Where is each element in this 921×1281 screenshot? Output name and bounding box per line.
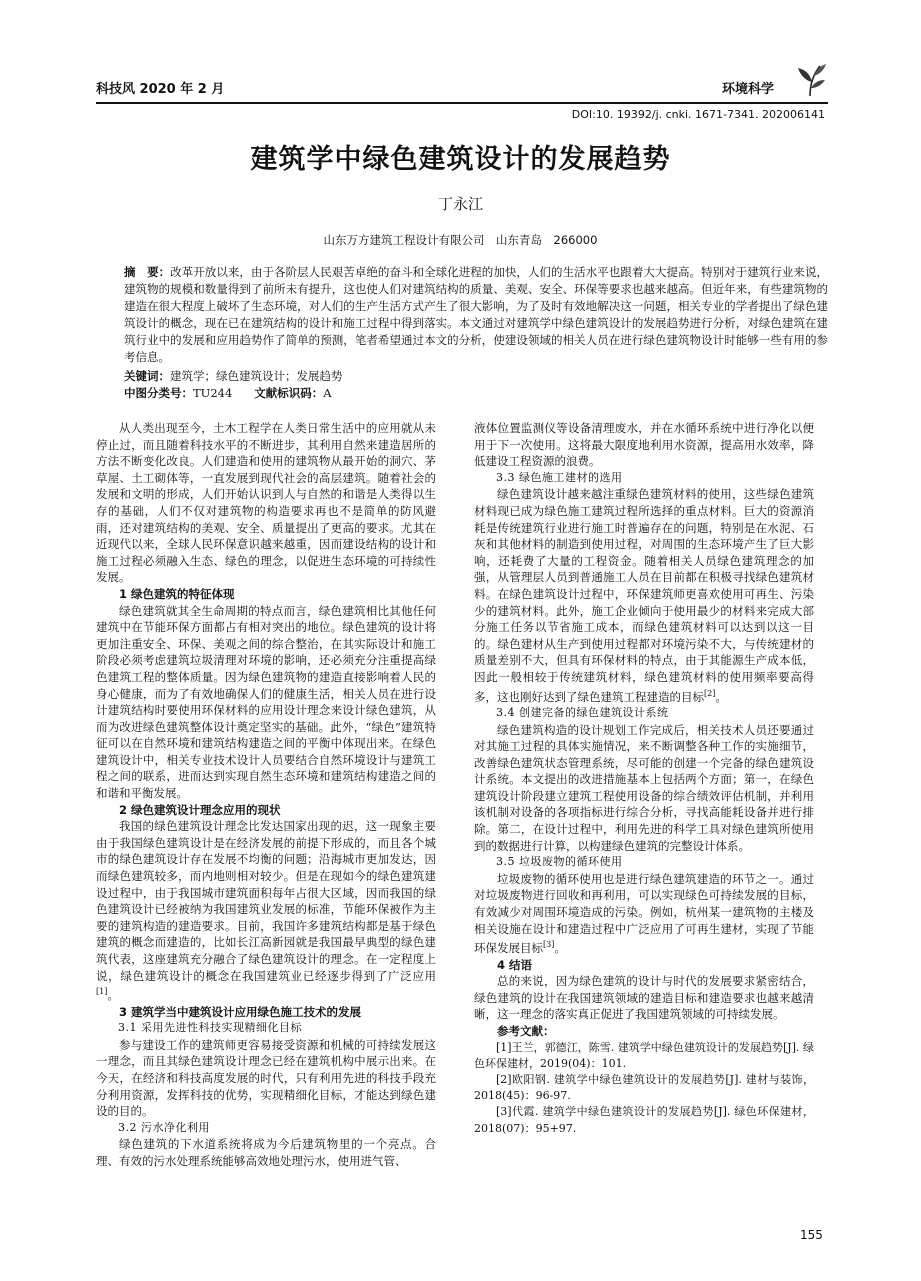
- section-3-4-text: 绿色建筑构造的设计规划工作完成后，相关技术人员还要通过对其施工过程的具体实施情况，来不断调整各种工作的实施细节，改善绿色建筑状态管理系统，尽可能的创建一个完备的绿色建筑设计系统。本文提出的改进措施基本上包括两个方面；第一，在绿色建筑设计阶段建立建筑工程使用设备的综合绩效评估机制，并利用该机制对设备的各项指标进行综合分析，寻找高能耗设备并进行排除。第二，在设计过程中，利用先进的科学工具对绿色建筑所使用到的数据进行计算，以构建绿色建筑的完整设计体系。: [474, 722, 814, 853]
- references-title: 参考文献：: [497, 1024, 555, 1039]
- intro-paragraph: 从人类出现至今，土木工程学在人类日常生活中的应用就从未停止过，而且随着科技水平的不断进步，其利用自然来建造居所的方法不断变化改良。人们建造和使用的建筑物从最开始的洞穴、茅草屋、土工砌体等，一直发展到现代社会的高层建筑。随着社会的发展和文明的形成，人们开始认识到人与自然的和谐是人类得以生存的基础，人们不仅对建筑物的构造要求再也不是简单的防风避雨，还对建筑结构的美观、安全、质量提出了更高的要求。尤其在近现代以来，全球人民环保意识越来越重，因而建设结构的设计和施工过程必须融入生态、绿色的理念，以促进生态环境的可持续性发展。: [96, 421, 436, 585]
- right-column: [474, 420, 814, 1137]
- page-number: 155: [800, 1228, 823, 1242]
- section-1-text: 绿色建筑就其全生命周期的特点而言，绿色建筑相比其他任何建筑中在节能环保方面都占有相对突出的地位。绿色建筑的设计将更加注重安全、环保、美观之间的综合整治，在其实际设计和施工阶段必须考虑建筑垃圾清理对环境的影响，还必须充分注重提高绿色建筑工程的整体质量。因为绿色建筑物的建造直接影响着人民的身心健康，而为了有效地确保人们的健康生活，相关人员在进行设计建筑结构时要使用环保材料的应用设计理念来设计绿色建筑，从而为改进绿色建筑整体设计奠定坚实的基础。此外，“绿色”建筑特征可以在自然环境和建筑结构建造之间的平衡中体现出来。在绿色建筑设计中，相关专业技术设计人员要结合自然环境设计与建筑工程之间的联系，进而达到实现自然生态环境和建筑结构建造之间的和谐和平衡发展。: [96, 603, 436, 801]
- abstract-label: 摘 要：: [124, 265, 171, 279]
- article-title: 建筑学中绿色建筑设计的发展趋势: [250, 144, 671, 175]
- clc-value: TU244: [193, 386, 233, 400]
- section-3-2-continued: 液体位置监测仪等设备清理废水，并在水循环系统中进行净化以便用于下一次使用。这将最大限度地利用水资源，提高用水效率，降低建设工程资源的浪费。: [474, 421, 814, 469]
- section-2-title: 2 绿色建筑设计理念应用的现状: [119, 802, 281, 817]
- section-3-3-title: 3.3 绿色施工建材的选用: [496, 470, 623, 484]
- section-3-1-text: 参与建设工作的建筑师更容易接受资源和机械的可持续发展这一理念，而且其绿色建筑设计理念已经在建筑机构中展示出来。在今天，在经济和科技高度发展的时代，只有利用先进的科技手段充分利用资源，发挥科技的优势，实现精细化目标，才能达到绿色建设的目的。: [96, 1037, 436, 1119]
- section-4-title: 4 结语: [497, 957, 533, 972]
- affiliation: 山东万方建筑工程设计有限公司 山东青岛 266000: [323, 233, 598, 247]
- citation-3: [3]: [543, 940, 555, 950]
- keywords-label: 关键词：: [124, 369, 170, 383]
- header-rule: [96, 102, 828, 104]
- section-3-title: 3 建筑学当中建筑设计应用绿色施工技术的发展: [119, 1004, 362, 1019]
- section-3-5-text: 垃圾废物的循环使用也是进行绿色建筑建造的环节之一。通过对垃圾废物进行回收和再利用，可以实现绿色可持续发展的目标，有效减少对周围环境造成的污染。例如，杭州某一建筑物的主楼及相关设施在设计和建造过程中广泛应用了可再生建材，实现了节能环保发展目标[3]。: [474, 871, 814, 956]
- leaf-logo-icon: [790, 60, 830, 100]
- keywords-text: 建筑学；绿色建筑设计；发展趋势: [170, 369, 343, 383]
- section-2-text: 我国的绿色建筑设计理念比发达国家出现的迟，这一现象主要由于我国绿色建筑设计是在经济发展的前提下形成的，而且各个城市的绿色建筑设计存在发展不均衡的问题；沿海城市更加发达，因而绿色建筑较多，而内地则相对较少。但是在现如今的绿色建筑建设过程中，由于我国城市建筑面积每年占很大区域，因而我国的绿色建筑设计已经被纳为我国建筑业发展的标准，节能环保被作为主要的建筑构造的建造要求。目前，我国许多建筑结构都是基于绿色建筑的概念而建造的，比如长江高新园就是我国最早典型的绿色建筑代表，这座建筑充分融合了绿色建筑设计的理念。在一定程度上说，绿色建筑设计的概念在我国建筑业已经逐步得到了广泛应用[1]。: [96, 819, 436, 1003]
- doi: DOI:10. 19392/j. cnki. 1671-7341. 202006141: [571, 108, 825, 121]
- section-3-2-title: 3.2 污水净化利用: [118, 1120, 210, 1134]
- abstract: [124, 264, 828, 366]
- abstract-text: 改革开放以来，由于各阶层人民艰苦卓绝的奋斗和全球化进程的加快，人们的生活水平也跟着大大提高。特别对于建筑行业来说，建筑物的规模和数量得到了前所未有提升，这也使人们对建筑结构的质量、美观、安全、环保等要求也越来越高。但近年来，有些建筑物的建造在很大程度上破坏了生态环境，对人们的生产生活方式产生了很大影响，为了及时有效地解决这一问题，相关专业的学者提出了绿色建筑设计的概念，现在已在建筑结构的设计和施工过程中得到落实。本文通过对建筑学中绿色建筑设计的发展趋势进行分析，对绿色建筑在建筑行业中的发展和应用趋势作了简单的预测，笔者希望通过本文的分析，使建设领域的相关人员在进行绿色建筑物设计时能够一些有用的参考信息。: [124, 265, 828, 364]
- left-column: [96, 420, 436, 1170]
- journal-header: 科技风 2020 年 2 月: [96, 82, 225, 97]
- citation-2: [2]: [704, 688, 716, 698]
- section-header: 环境科学: [722, 82, 775, 97]
- section-3-4-title: 3.4 创建完备的绿色建筑设计系统: [496, 705, 669, 719]
- reference-item: [3]代霞. 建筑学中绿色建筑设计的发展趋势[J]. 绿色环保建材，2018(07)：95+97.: [474, 1105, 814, 1135]
- classification: [124, 385, 332, 402]
- keywords: [124, 368, 343, 385]
- section-4-text: 总的来说，因为绿色建筑的设计与时代的发展要求紧密结合，绿色建筑的设计在我国建筑领域的建造目标和建造要求也越来越清晰，这一理念的落实真正促进了我国建筑领域的可持续发展。: [474, 974, 814, 1022]
- author-name: 丁永江: [437, 195, 483, 213]
- reference-item: [2]欧阳钢. 建筑学中绿色建筑设计的发展趋势[J]. 建材与装饰，2018(45)：96-97.: [474, 1073, 814, 1103]
- section-3-1-title: 3.1 采用先进性科技实现精细化目标: [118, 1021, 302, 1035]
- section-3-2-text: 绿色建筑的下水道系统将成为今后建筑物里的一个亮点。合理、有效的污水处理系统能够高效地处理污水，使用进气管、: [96, 1137, 436, 1168]
- section-3-5-title: 3.5 垃圾废物的循环使用: [496, 855, 623, 869]
- doc-code-label: 文献标识码：: [254, 386, 324, 400]
- doc-code-value: A: [323, 386, 332, 400]
- section-1-title: 1 绿色建筑的特征体现: [119, 586, 235, 601]
- reference-item: [1]王兰，郭德江，陈雪. 建筑学中绿色建筑设计的发展趋势[J]. 绿色环保建材，2019(04)：101.: [474, 1040, 814, 1070]
- section-3-3-text: 绿色建筑设计越来越注重绿色建筑材料的使用，这些绿色建筑材料现已成为绿色施工建筑过程所选择的重点材料。巨大的资源消耗是传统建筑行业进行施工时普遍存在的问题，特别是在水泥、石灰和其他材料的制造到使用过程，对周围的生态环境产生了巨大影响，还耗费了大量的工程资金。随着相关人员绿色建筑理念的加强，从管理层人员到普通施工人员在目前都在积极寻找绿色建筑材料。在绿色建筑设计过程中，环保建筑师更喜欢使用可再生、污染少的建筑材料。此外，施工企业倾向于使用最少的材料来完成大部分施工任务以节省施工成本，而绿色建筑材料可以达到以这一目的。绿色建材从生产到使用过程都对环境污染不大，与传统建材的质量差别不大，但具有环保材料的特点，由于其能源生产成本低，因此一般相较于传统建筑材料，绿色建筑材料的使用频率要高得多，这也刚好达到了绿色建筑工程建造的目标[2]。: [474, 487, 814, 704]
- citation-1: [1]: [96, 987, 108, 997]
- clc-label: 中图分类号：: [124, 386, 193, 400]
